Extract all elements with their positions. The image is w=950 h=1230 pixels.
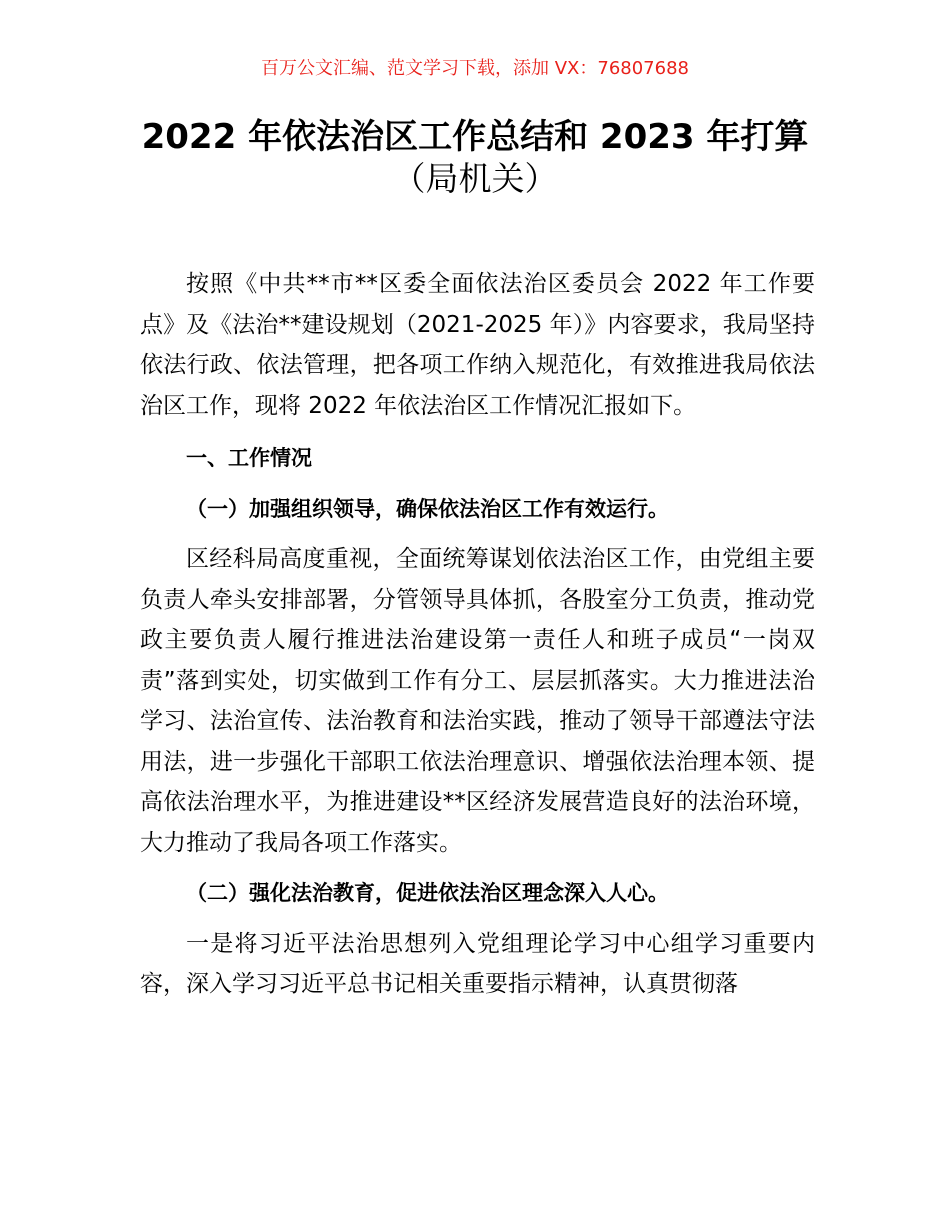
watermark-banner: 百万公文汇编、范文学习下载，添加 VX：76807688	[261, 58, 689, 79]
document-subtitle: （局机关）	[392, 159, 558, 198]
subsection-heading-1: （一）加强组织领导，确保依法治区工作有效运行。	[186, 496, 669, 521]
intro-paragraph: 按照《中共**市**区委全面依法治区委员会 2022 年工作要点》及《法治**建设规划（2021-2025 年）》内容要求，我局坚持依法行政、依法管理，把各项工作纳入规范化，有效推进我局依法治区工作，现将 2022 年依法治区工作情况汇报如下。	[140, 271, 815, 419]
subsection-2-paragraph: 一是将习近平法治思想列入党组理论学习中心组学习重要内容，深入学习习近平总书记相关重要指示精神，认真贯彻落	[140, 930, 815, 997]
document-body	[140, 264, 815, 1005]
section-heading-work-status: 一、工作情况	[186, 446, 312, 470]
subsection-heading-2: （二）强化法治教育，促进依法治区理念深入人心。	[186, 881, 669, 905]
document-title: 2022 年依法治区工作总结和 2023 年打算	[141, 117, 809, 157]
subsection-1-paragraph: 区经科局高度重视，全面统筹谋划依法治区工作，由党组主要负责人牵头安排部署，分管领导具体抓，各股室分工负责，推动党政主要负责人履行推进法治建设第一责任人和班子成员“一岗双责”落到实处，切实做到工作有分工、层层抓落实。大力推进法治学习、法治宣传、法治教育和法治实践，推动了领导干部遵法守法用法，进一步强化干部职工依法治理意识、增强依法治理本领、提高依法治理水平，为推进建设**区经济发展营造良好的法治环境，大力推动了我局各项工作落实。	[140, 546, 815, 856]
